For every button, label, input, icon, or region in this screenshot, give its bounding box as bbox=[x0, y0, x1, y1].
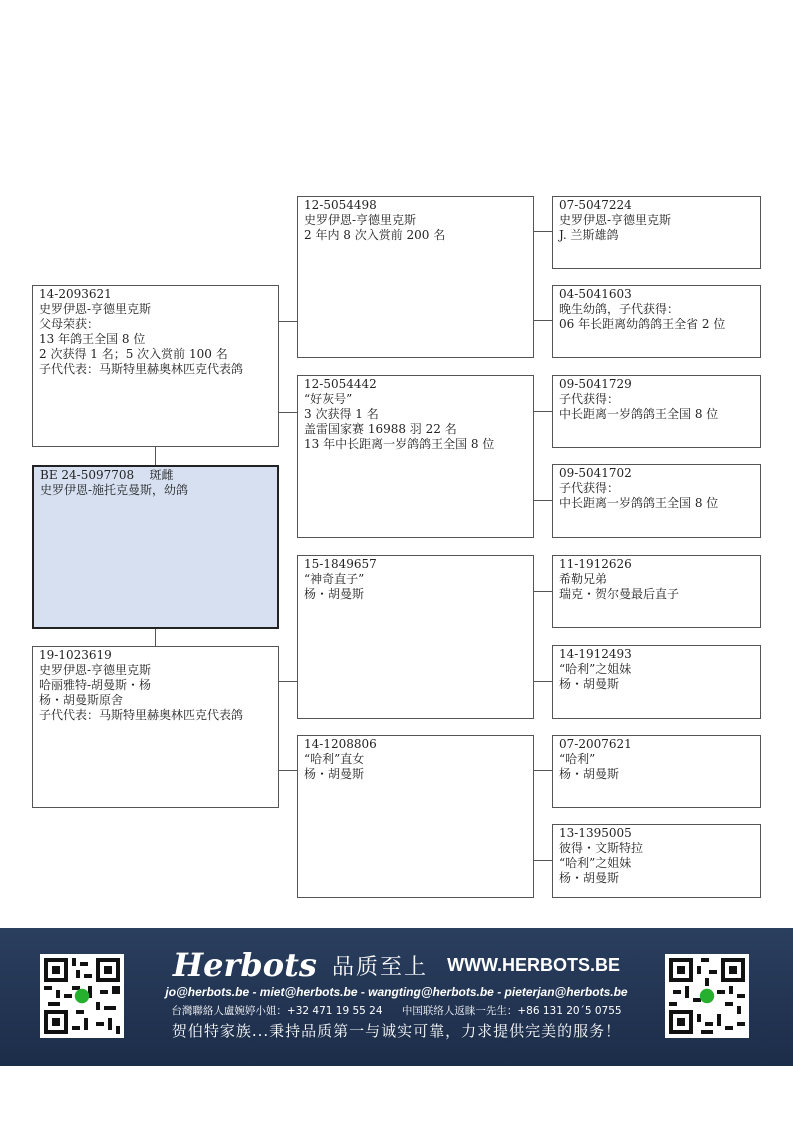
pedigree-text: 中长距离一岁鸽鸽王全国 8 位 bbox=[559, 496, 719, 510]
ring-number: 04-5041603 bbox=[559, 287, 632, 301]
ring-number: 13-1395005 bbox=[559, 826, 632, 840]
connector-line bbox=[533, 231, 552, 232]
pedigree-text: 中长距离一岁鸽鸽王全国 8 位 bbox=[559, 407, 719, 421]
connector-line bbox=[155, 628, 156, 646]
pedigree-box-dam-dam bbox=[297, 735, 534, 898]
pedigree-text: 杨・胡曼斯 bbox=[304, 767, 365, 781]
pedigree-box-dam bbox=[32, 646, 279, 808]
pedigree-text: 史罗伊恩-亨德里克斯 bbox=[559, 213, 672, 227]
connector-line bbox=[533, 500, 552, 501]
pedigree-text: 子代代表：马斯特里赫奥林匹克代表鸽 bbox=[39, 362, 244, 376]
ring-number: 09-5041729 bbox=[559, 377, 632, 391]
connector-line bbox=[533, 681, 552, 682]
pedigree-text: “神奇直子” bbox=[304, 572, 365, 586]
pedigree-text: 杨・胡曼斯原舍 bbox=[39, 693, 124, 707]
pedigree-text: 史罗伊恩-施托克曼斯，幼鸽 bbox=[40, 483, 189, 497]
ring-number: 19-1023619 bbox=[39, 648, 112, 662]
pedigree-box-sdd bbox=[552, 464, 761, 538]
pedigree-text: 杨・胡曼斯 bbox=[559, 767, 620, 781]
pedigree-text: 史罗伊恩-亨德里克斯 bbox=[39, 663, 152, 677]
pedigree-box-subject bbox=[32, 465, 279, 629]
ring-number: 12-5054498 bbox=[304, 198, 377, 212]
pedigree-text: 2 次获得 1 名；5 次入赏前 100 名 bbox=[39, 347, 228, 361]
pedigree-text: 希勒兄弟 bbox=[559, 572, 608, 586]
pedigree-box-dss bbox=[552, 555, 761, 628]
connector-line bbox=[278, 321, 297, 322]
pedigree-text: 杨・胡曼斯 bbox=[559, 871, 620, 885]
brand-logo: Herbots bbox=[172, 946, 317, 984]
pedigree-text: 哈丽雅特-胡曼斯・杨 bbox=[39, 678, 152, 692]
ring-number: 15-1849657 bbox=[304, 557, 377, 571]
connector-line bbox=[533, 591, 552, 592]
contact-taiwan: 台灣聯絡人盧婉婷小姐：+32 471 19 55 24 bbox=[171, 1005, 383, 1017]
contact-emails[interactable]: jo@herbots.be - miet@herbots.be - wangting@herbots.be - pieterjan@herbots.be bbox=[165, 985, 628, 999]
pedigree-text: 杨・胡曼斯 bbox=[559, 677, 620, 691]
company-motto: 贺伯特家族...秉持品质第一与诚实可靠，力求提供完美的服务！ bbox=[171, 1022, 622, 1040]
connector-line bbox=[278, 681, 297, 682]
pedigree-text: 瑞克・贺尔曼最后直子 bbox=[559, 587, 680, 601]
pedigree-text: “哈利” bbox=[559, 752, 596, 766]
pedigree-text: 子代获得： bbox=[559, 392, 620, 406]
contact-china: 中国联络人返睐一先生：+86 131 20´5 0755 bbox=[401, 1005, 622, 1017]
pedigree-box-dsd bbox=[552, 645, 761, 719]
pedigree-text: 13 年鸽王全国 8 位 bbox=[39, 332, 146, 346]
pedigree-text: 13 年中长距离一岁鸽鸽王全国 8 位 bbox=[304, 437, 495, 451]
qr-code-right-icon[interactable] bbox=[665, 954, 749, 1038]
pedigree-box-ddd bbox=[552, 824, 761, 898]
ring-number: 07-2007621 bbox=[559, 737, 632, 751]
ring-number: 07-5047224 bbox=[559, 198, 632, 212]
pedigree-text: “哈利”之姐妹 bbox=[559, 662, 632, 676]
pedigree-box-sss bbox=[552, 196, 761, 269]
pedigree-box-ssd bbox=[552, 285, 761, 358]
pedigree-box-sds bbox=[552, 375, 761, 448]
ring-number: 09-5041702 bbox=[559, 466, 632, 480]
connector-line bbox=[278, 770, 297, 771]
pedigree-text: 父母荣获： bbox=[39, 317, 100, 331]
ring-number: 11-1912626 bbox=[559, 557, 632, 571]
connector-line bbox=[533, 320, 552, 321]
ring-number: 14-2093621 bbox=[39, 287, 112, 301]
ring-number: 14-1912493 bbox=[559, 647, 632, 661]
pedigree-text: “好灰号” bbox=[304, 392, 353, 406]
website-link[interactable]: WWW.HERBOTS.BE bbox=[447, 954, 621, 975]
pedigree-text: 杨・胡曼斯 bbox=[304, 587, 365, 601]
pedigree-text: 06 年长距离幼鸽鸽王全省 2 位 bbox=[559, 317, 726, 331]
pedigree-box-dam-sire bbox=[297, 555, 534, 719]
pedigree-box-dds bbox=[552, 735, 761, 808]
pedigree-text: 3 次获得 1 名 bbox=[304, 407, 379, 421]
subject-header bbox=[40, 468, 271, 483]
ring-number: 12-5054442 bbox=[304, 377, 377, 391]
ring-number: 14-1208806 bbox=[304, 737, 377, 751]
pedigree-box-sire-dam bbox=[297, 375, 534, 538]
brand-slogan: 品质至上 bbox=[331, 954, 428, 980]
connector-line bbox=[533, 411, 552, 412]
connector-line bbox=[533, 770, 552, 771]
pedigree-text: 子代代表：马斯特里赫奥林匹克代表鸽 bbox=[39, 708, 244, 722]
pedigree-text: 子代获得： bbox=[559, 481, 620, 495]
gender-color: 斑雌 bbox=[149, 468, 174, 482]
ring-number: BE 24-5097708 bbox=[40, 468, 135, 482]
pedigree-text: J. 兰斯雄鸽 bbox=[559, 228, 619, 242]
pedigree-text: 史罗伊恩-亨德里克斯 bbox=[39, 302, 152, 316]
pedigree-box-sire bbox=[32, 285, 279, 447]
pedigree-text: 2 年内 8 次入赏前 200 名 bbox=[304, 228, 446, 242]
pedigree-text: 盖雷国家赛 16988 羽 22 名 bbox=[304, 422, 457, 436]
pedigree-text: “哈利”直女 bbox=[304, 752, 365, 766]
connector-line bbox=[533, 860, 552, 861]
connector-line bbox=[155, 446, 156, 465]
footer-banner bbox=[0, 928, 793, 1066]
pedigree-box-sire-sire bbox=[297, 196, 534, 358]
pedigree-text: “哈利”之姐妹 bbox=[559, 856, 632, 870]
pedigree-text: 彼得・文斯特拉 bbox=[559, 841, 644, 855]
pedigree-text: 晚生幼鸽，子代获得： bbox=[559, 302, 680, 316]
pedigree-text: 史罗伊恩-亨德里克斯 bbox=[304, 213, 417, 227]
connector-line bbox=[278, 412, 297, 413]
